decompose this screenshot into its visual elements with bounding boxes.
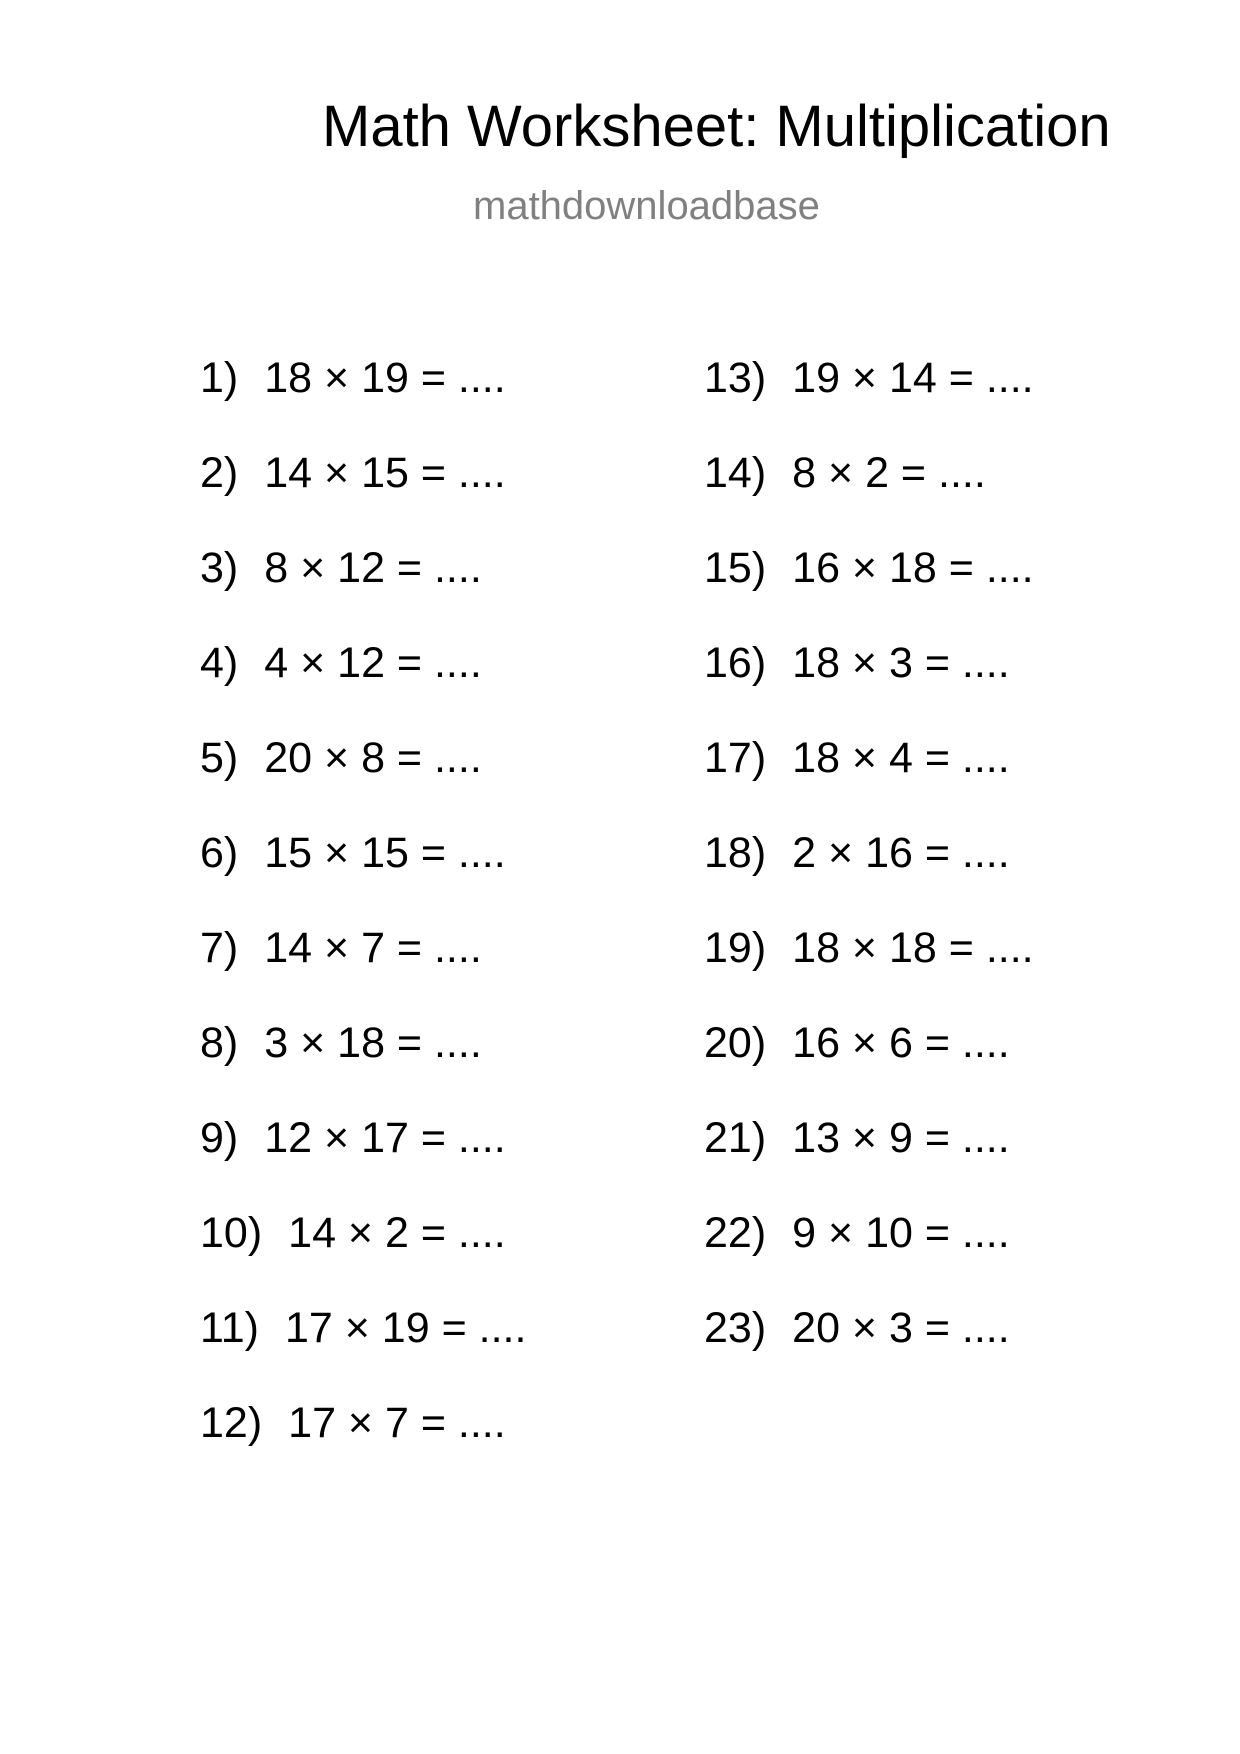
problem-expression: 20 × 8 = .... <box>264 734 482 782</box>
problem-item <box>704 730 1034 825</box>
problem-item <box>704 350 1034 445</box>
problem-expression: 15 × 15 = .... <box>264 829 506 877</box>
page-title: Math Worksheet: Multiplication <box>322 94 1111 159</box>
problem-number: 21) <box>704 1114 767 1162</box>
problem-number: 23) <box>704 1304 767 1352</box>
problem-number: 20) <box>704 1019 767 1067</box>
problem-item <box>704 1110 1034 1205</box>
problem-expression: 14 × 7 = .... <box>264 924 482 972</box>
problem-item <box>200 1015 526 1110</box>
problem-number: 13) <box>704 354 767 402</box>
problem-item <box>200 635 526 730</box>
problem-number: 6) <box>200 829 239 877</box>
problem-number: 5) <box>200 734 239 782</box>
problem-column-left <box>200 350 526 1490</box>
problem-expression: 3 × 18 = .... <box>264 1019 482 1067</box>
problem-number: 8) <box>200 1019 239 1067</box>
problem-item <box>200 1110 526 1205</box>
problem-item <box>704 1015 1034 1110</box>
problem-item <box>200 730 526 825</box>
problem-item <box>200 1300 526 1395</box>
problem-expression: 18 × 3 = .... <box>792 639 1010 687</box>
problem-number: 18) <box>704 829 767 877</box>
problem-number: 14) <box>704 449 767 497</box>
problem-item <box>704 540 1034 635</box>
problem-number: 3) <box>200 544 239 592</box>
problem-expression: 9 × 10 = .... <box>792 1209 1010 1257</box>
problem-number: 1) <box>200 354 239 402</box>
problem-expression: 20 × 3 = .... <box>792 1304 1010 1352</box>
problem-expression: 19 × 14 = .... <box>792 354 1034 402</box>
problem-number: 15) <box>704 544 767 592</box>
problem-item <box>200 540 526 635</box>
problem-expression: 2 × 16 = .... <box>792 829 1010 877</box>
problem-item <box>704 1205 1034 1300</box>
problem-expression: 14 × 2 = .... <box>288 1209 506 1257</box>
problem-item <box>200 920 526 1015</box>
problem-expression: 12 × 17 = .... <box>264 1114 506 1162</box>
problem-number: 4) <box>200 639 239 687</box>
problem-item <box>704 1300 1034 1395</box>
problem-number: 19) <box>704 924 767 972</box>
problem-expression: 17 × 19 = .... <box>284 1304 527 1352</box>
problem-item <box>200 445 526 540</box>
problem-item <box>704 445 1034 540</box>
problem-number: 9) <box>200 1114 239 1162</box>
problem-number: 12) <box>200 1399 263 1447</box>
problem-expression: 4 × 12 = .... <box>264 639 482 687</box>
problem-item <box>200 1395 526 1490</box>
problem-expression: 16 × 6 = .... <box>792 1019 1010 1067</box>
problem-expression: 17 × 7 = .... <box>288 1399 506 1447</box>
problem-item <box>704 920 1034 1015</box>
problem-expression: 18 × 18 = .... <box>792 924 1034 972</box>
problem-item <box>200 1205 526 1300</box>
problem-expression: 14 × 15 = .... <box>264 449 506 497</box>
problem-number: 16) <box>704 639 767 687</box>
problem-expression: 13 × 9 = .... <box>792 1114 1010 1162</box>
problem-item <box>704 825 1034 920</box>
problem-number: 11) <box>200 1304 259 1352</box>
problem-expression: 18 × 19 = .... <box>264 354 506 402</box>
problem-expression: 16 × 18 = .... <box>792 544 1034 592</box>
problem-item <box>200 350 526 445</box>
problem-item <box>704 635 1034 730</box>
problem-number: 7) <box>200 924 239 972</box>
problem-number: 22) <box>704 1209 767 1257</box>
problem-column-right <box>704 350 1034 1395</box>
problem-item <box>200 825 526 920</box>
problem-number: 2) <box>200 449 239 497</box>
problem-number: 17) <box>704 734 767 782</box>
problem-expression: 8 × 12 = .... <box>264 544 482 592</box>
problem-number: 10) <box>200 1209 263 1257</box>
page-subtitle: mathdownloadbase <box>473 184 820 228</box>
problem-expression: 18 × 4 = .... <box>792 734 1010 782</box>
problem-expression: 8 × 2 = .... <box>792 449 986 497</box>
